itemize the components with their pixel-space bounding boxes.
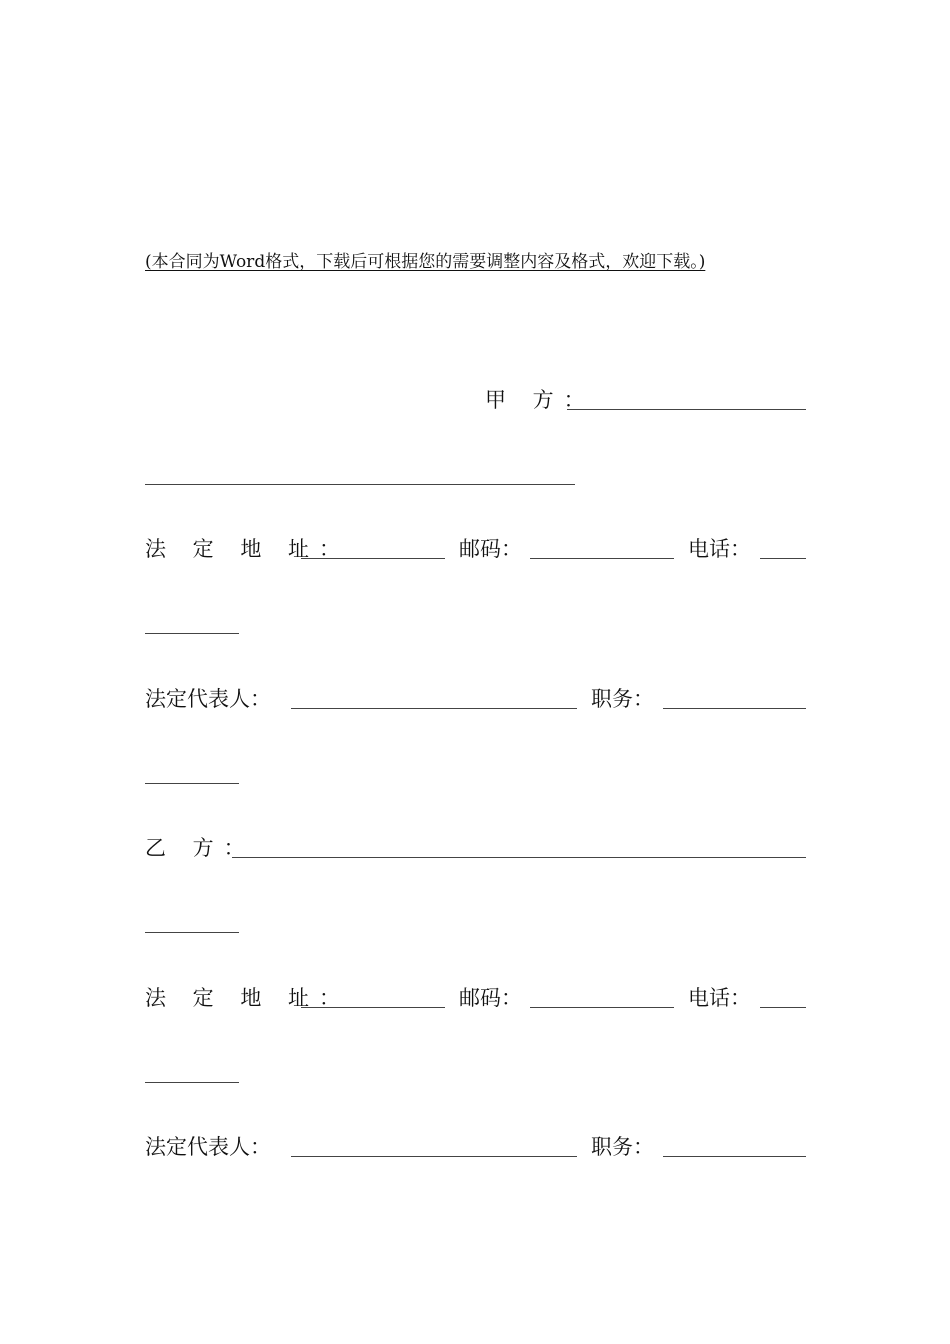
- party-a-postcode-label: 邮码：: [459, 537, 522, 561]
- party-b-postcode-label: 邮码：: [459, 986, 522, 1010]
- party-a-position-label: 职务：: [591, 687, 654, 711]
- party-b-representative-label: 法定代表人：: [145, 1135, 271, 1159]
- party-a-position-blank[interactable]: [663, 708, 806, 709]
- party-a-address-label: 法 定 地 址：: [145, 537, 351, 561]
- party-b-representative-blank[interactable]: [291, 1156, 577, 1157]
- party-a-label: 甲 方：: [485, 388, 595, 412]
- party-b-position-blank[interactable]: [663, 1156, 806, 1157]
- party-a-phone-continuation[interactable]: [145, 633, 239, 634]
- party-b-address-row: [145, 982, 806, 1014]
- party-b-address-label: 法 定 地 址：: [145, 986, 351, 1010]
- party-b-position-label: 职务：: [591, 1135, 654, 1159]
- party-b-label: 乙 方：: [145, 836, 255, 860]
- party-a-postcode-blank[interactable]: [530, 558, 674, 559]
- party-b-phone-blank[interactable]: [760, 1007, 806, 1008]
- party-a-address-blank[interactable]: [301, 558, 445, 559]
- party-b-address-blank[interactable]: [301, 1007, 445, 1008]
- party-a-name-blank[interactable]: [567, 409, 806, 410]
- format-note: (本合同为Word格式，下载后可根据您的需要调整内容及格式，欢迎下载。): [145, 252, 706, 272]
- party-b-row: [145, 832, 806, 864]
- party-a-row: [145, 384, 806, 416]
- party-a-phone-label: 电话：: [688, 537, 751, 561]
- party-a-representative-row: [145, 683, 806, 715]
- party-b-name-continuation[interactable]: [145, 932, 239, 933]
- party-a-phone-blank[interactable]: [760, 558, 806, 559]
- party-a-representative-label: 法定代表人：: [145, 687, 271, 711]
- party-b-phone-label: 电话：: [688, 986, 751, 1010]
- party-a-position-continuation[interactable]: [145, 783, 239, 784]
- party-a-address-row: [145, 533, 806, 565]
- party-a-representative-blank[interactable]: [291, 708, 577, 709]
- party-a-name-continuation[interactable]: [145, 484, 575, 485]
- party-b-representative-row: [145, 1131, 806, 1163]
- party-b-postcode-blank[interactable]: [530, 1007, 674, 1008]
- party-b-name-blank[interactable]: [232, 857, 806, 858]
- party-b-phone-continuation[interactable]: [145, 1082, 239, 1083]
